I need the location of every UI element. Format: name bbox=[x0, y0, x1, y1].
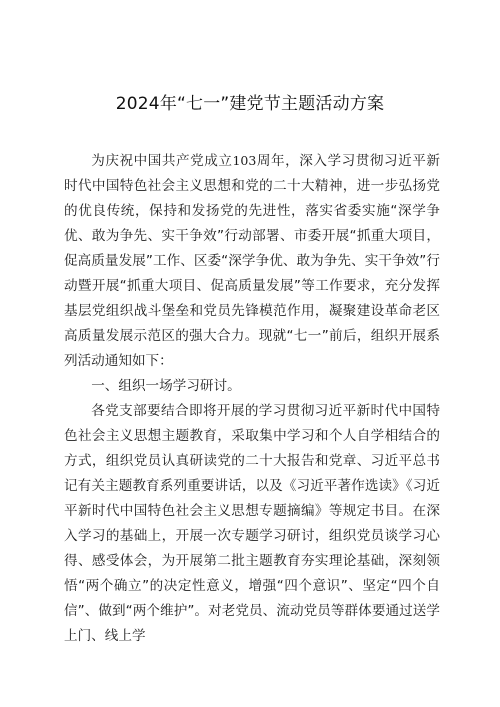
document-body bbox=[64, 148, 440, 649]
intro-text-start: 为庆祝中国共产党成立 bbox=[91, 153, 233, 169]
document-title: 2024年“七一”建党节主题活动方案 bbox=[115, 94, 385, 114]
intro-text-rest: 周年，深入学习贯彻习近平新时代中国特色社会主义思想和党的二十大精神，进一步弘扬党的优良传统，保持和发扬党的先进性，落实省委实施“深学争优、敢为争先、实干争效”行动部署、市委开展“抓重大项目，促高质量发展”工作、区委“深学争优、敢为争先、实干争效”行动暨开展“抓重大项目、促高质量发展”等工作要求，充分发挥基层党组织战斗堡垒和党员先锋模范作用，凝聚建设革命老区高质量发展示范区的强大合力。现就“七一”前后，组织开展系列活动通知如下： bbox=[64, 153, 441, 369]
section-1-paragraph: 各党支部要结合即将开展的学习贯彻习近平新时代中国特色社会主义思想主题教育，采取集中学习和个人自学相结合的方式，组织党员认真研读党的二十大报告和党章、习近平总书记有关主题教育系列重要讲话，以及《习近平著作选读》《习近平新时代中国特色社会主义思想专题摘编》等规定书目。在深入学习的基础上，开展一次专题学习研讨，组织党员谈学习心得、感受体会，为开展第二批主题教育夯实理论基础，深刻领悟“两个确立”的决定性意义，增强“四个意识”、坚定“四个自信”、做到“两个维护”。对老党员、流动党员等群体要通过送学上门、线上学 bbox=[64, 403, 440, 644]
section-1-heading: 一、组织一场学习研讨。 bbox=[91, 378, 241, 394]
anniversary-number: 103 bbox=[232, 153, 257, 168]
intro-paragraph bbox=[64, 148, 440, 374]
